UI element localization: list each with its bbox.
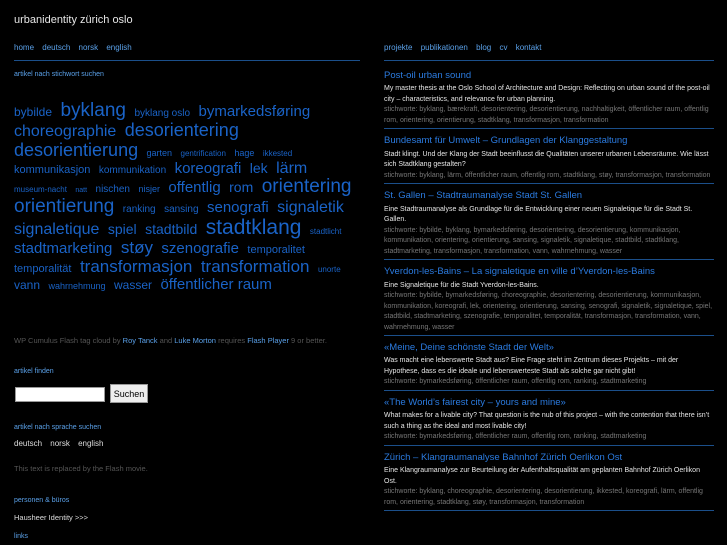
post-tags: stichworte: byklang, choreographie, desorientering, desorientierung, ikkested, koreografi, lärm, offentlig rom, orientering, stadtklang, støy, transformasjon, transformation	[384, 488, 703, 506]
post-item	[384, 397, 714, 446]
tag-cloud-item[interactable]: orientierung	[14, 196, 115, 218]
persons-heading: personen & büros	[14, 497, 70, 504]
tag-cloud-item[interactable]: rom	[229, 179, 254, 196]
tag-cloud-item[interactable]: senografi	[206, 199, 269, 217]
tag-cloud-item[interactable]: bymarkedsføring	[198, 103, 311, 120]
tag-cloud-item[interactable]: stadtbild	[145, 221, 198, 238]
tag-cloud-item[interactable]: offentlig	[168, 179, 221, 197]
tag-cloud-item[interactable]: byklang oslo	[134, 108, 191, 119]
credit-requires: requires	[218, 336, 246, 345]
tag-cloud-item[interactable]: byklang	[60, 100, 126, 121]
tag-cloud-item[interactable]: sansing	[164, 204, 199, 216]
post-tags: stichworte: byklang, lärm, öffentlicher raum, offentlig rom, stadtklang, støy, transformasjon, transformation	[384, 171, 711, 179]
post-tags: stichworte: bymarkedsføring, öffentlicher raum, offentlig rom, ranking, stadtmarketing	[384, 433, 647, 441]
tag-cloud-item[interactable]: lek	[249, 159, 268, 176]
tag-cloud-item[interactable]: wahrnehmung	[48, 280, 106, 291]
tag-cloud-item[interactable]: signaletik	[277, 199, 344, 217]
post-title-link[interactable]: Yverdon-les-Bains – La signaletique en ville d’Yverdon-les-Bains	[384, 266, 655, 278]
nav-english[interactable]: english	[106, 43, 132, 52]
post-excerpt: Eine Signaletique für die Stadt Yverdon-les-Bains.	[384, 281, 539, 289]
tag-cloud-item[interactable]: nisjer	[138, 184, 160, 195]
credit-link-luke-morton[interactable]: Luke Morton	[174, 336, 216, 345]
search-button[interactable]: Suchen	[110, 384, 148, 403]
tag-cloud-item[interactable]: öffentlicher raum	[160, 275, 272, 293]
tag-cloud-item[interactable]: museum-nacht	[14, 185, 67, 195]
post-title-link[interactable]: Bundesamt für Umwelt – Grundlagen der Klanggestaltung	[384, 135, 628, 147]
tag-cloud-item[interactable]: choreographie	[14, 122, 117, 140]
tag-cloud-item[interactable]: koreografi	[174, 159, 242, 177]
post-item	[384, 266, 714, 336]
tag-cloud-item[interactable]: bybilde	[14, 105, 53, 119]
tag-cloud-item[interactable]: stadtklang	[205, 216, 302, 240]
post-title-link[interactable]: Post-oil urban sound	[384, 70, 472, 81]
search-heading: artikel finden	[14, 368, 54, 375]
tag-cloud-item[interactable]: hage	[234, 147, 255, 158]
post-title-link[interactable]: «Meine, Deine schönste Stadt der Welt»	[384, 342, 554, 354]
post-title-link[interactable]: St. Gallen – Stadtraumanalyse Stadt St. Gallen	[384, 190, 583, 202]
nav-kontakt[interactable]: kontakt	[515, 43, 542, 52]
post-tags: stichworte: bybilde, byklang, bymarkedsføring, desorientering, desorientierung, kommunikasjon, kommunikation, orientering, orientierung, sansing, signaletik, signaletique, stadtbild, stadtklang, stadtmarketing, transformasjon, transformation, vann, wahrnehmung, wasser	[384, 226, 681, 255]
nav-publikationen[interactable]: publikationen	[420, 43, 468, 52]
tag-cloud-credit	[14, 336, 327, 345]
post-title-link[interactable]: «The World’s fairest city – yours and mine»	[384, 396, 566, 408]
tag-cloud-item[interactable]: vann	[14, 277, 41, 292]
tag-cloud-item[interactable]: desorientering	[124, 119, 239, 140]
credit-suffix: 9 or better.	[291, 336, 327, 345]
post-item	[384, 190, 714, 260]
post-item	[384, 135, 714, 184]
post-excerpt: Eine Klangraumanalyse zur Beurteilung der Aufenthaltsqualität am geplanten Bahnhof Zürich Oerlikon Ost.	[384, 467, 700, 485]
language-nav	[14, 43, 138, 52]
lang-deutsch[interactable]: deutsch	[14, 439, 43, 448]
tag-cloud-item[interactable]: støy	[120, 238, 153, 258]
tag-cloud-item[interactable]: desorientierung	[14, 139, 139, 160]
links-heading: links	[14, 533, 29, 540]
tag-cloud-item[interactable]: temporalitet	[247, 244, 305, 257]
tag-cloud-item[interactable]: szenografie	[161, 240, 239, 258]
lang-english[interactable]: english	[78, 439, 104, 448]
nav-norsk[interactable]: norsk	[78, 43, 99, 52]
post-list	[384, 70, 714, 517]
tag-cloud-item[interactable]: ikkested	[262, 148, 293, 158]
tag-cloud-heading: artikel nach stichwort suchen	[14, 71, 104, 78]
nav-deutsch[interactable]: deutsch	[42, 43, 71, 52]
tag-cloud-item[interactable]: gentrification	[180, 148, 226, 158]
tag-cloud-item[interactable]: transformation	[200, 257, 310, 277]
post-title-link[interactable]: Zürich – Klangraumanalyse Bahnhof Zürich Oerlikon Ost	[384, 451, 623, 463]
post-excerpt: Eine Stadtraumanalyse als Grundlage für die Entwicklung einer neuen Signaletique für die Stadt St. Gallen.	[384, 205, 693, 224]
credit-link-roy-tanck[interactable]: Roy Tanck	[122, 336, 158, 345]
nav-home[interactable]: home	[14, 43, 35, 52]
tag-cloud-item[interactable]: kommunikasjon	[14, 163, 91, 176]
nav-projekte[interactable]: projekte	[384, 43, 413, 52]
language-filter-heading: artikel nach sprache suchen	[14, 424, 102, 431]
tag-cloud-item[interactable]: temporalität	[14, 263, 72, 276]
post-excerpt: My master thesis at the Oslo School of Architecture and Design: Reflecting on urban sound of the post-oil city – characteristics, and relevance for urban planning.	[384, 85, 710, 103]
tag-cloud-item[interactable]: nischen	[95, 184, 130, 196]
divider	[384, 60, 714, 61]
post-tags: stichworte: bybilde, bymarkedsføring, choreographie, desorientering, desorientierung, kommunikasjon, kommunikation, koreografi, lek, orientering, orientierung, sansing, senografi, signaletik, signaletique, spiel, stadtbild, stadtmarketing, szenografie, temporalitet, temporalität, transformasjon, transformation, vann, wahrnehmung, wasser	[384, 292, 713, 331]
tag-cloud-item[interactable]: transformasjon	[79, 257, 193, 277]
search-input[interactable]	[15, 387, 105, 402]
credit-and: and	[159, 336, 173, 345]
post-excerpt: What makes for a livable city? That question is the nub of this project – with the contention that there isn’t such a thing as the ideal and most livable city!	[384, 412, 710, 430]
language-filter	[14, 439, 109, 448]
tag-cloud-item[interactable]: natt	[75, 187, 88, 195]
tag-cloud-item[interactable]: orientering	[261, 176, 352, 198]
tag-cloud-item[interactable]: lärm	[276, 159, 308, 177]
tag-cloud-item[interactable]: wasser	[113, 277, 152, 292]
tag-cloud-item[interactable]: spiel	[107, 221, 137, 238]
main-nav	[384, 43, 547, 52]
tag-cloud	[14, 101, 364, 294]
post-item	[384, 452, 714, 511]
tag-cloud-item[interactable]: stadtlicht	[309, 227, 342, 237]
nav-cv[interactable]: cv	[499, 43, 508, 52]
credit-text: WP Cumulus Flash tag cloud by	[14, 336, 121, 345]
post-tags: stichworte: byklang, bærekraft, desorientering, desorientierung, nachhaltigkeit, öffentlicher raum, offentlig rom, orientering, orientierung, stadtklang, transformasjon, transformation	[384, 106, 709, 124]
credit-link-flash-player[interactable]: Flash Player	[247, 336, 289, 345]
post-tags: stichworte: bymarkedsføring, öffentlicher raum, offentlig rom, ranking, stadtmarketing	[384, 378, 647, 386]
divider	[14, 60, 360, 61]
hausheer-identity-link[interactable]: Hausheer Identity >>>	[14, 513, 89, 522]
post-excerpt: Stadt klingt. Und der Klang der Stadt beeinflusst die Qualitäten unserer urbanen Lebensräume. Wie lässt sich Stadtklang gestalten?	[384, 150, 709, 169]
tag-cloud-item[interactable]: signaletique	[14, 221, 100, 239]
tag-cloud-item[interactable]: kommunikation	[98, 164, 167, 176]
tag-cloud-item[interactable]: stadtmarketing	[14, 240, 113, 258]
nav-blog[interactable]: blog	[476, 43, 492, 52]
tag-cloud-item[interactable]: garten	[146, 147, 173, 158]
site-title[interactable]: urbanidentity zürich oslo	[14, 14, 133, 26]
flash-placeholder: This text is replaced by the Flash movie.	[14, 464, 148, 473]
tag-cloud-item[interactable]: unorte	[317, 265, 341, 275]
lang-norsk[interactable]: norsk	[50, 439, 70, 448]
post-excerpt: Was macht eine lebenswerte Stadt aus? Eine Frage steht im Zentrum dieses Projekts – mit der Hypothese, dass es die ideale und lebenswerteste Stadt als solche gar nicht gibt!	[384, 357, 679, 375]
tag-cloud-item[interactable]: ranking	[122, 204, 156, 216]
post-item	[384, 342, 714, 391]
post-item	[384, 70, 714, 129]
